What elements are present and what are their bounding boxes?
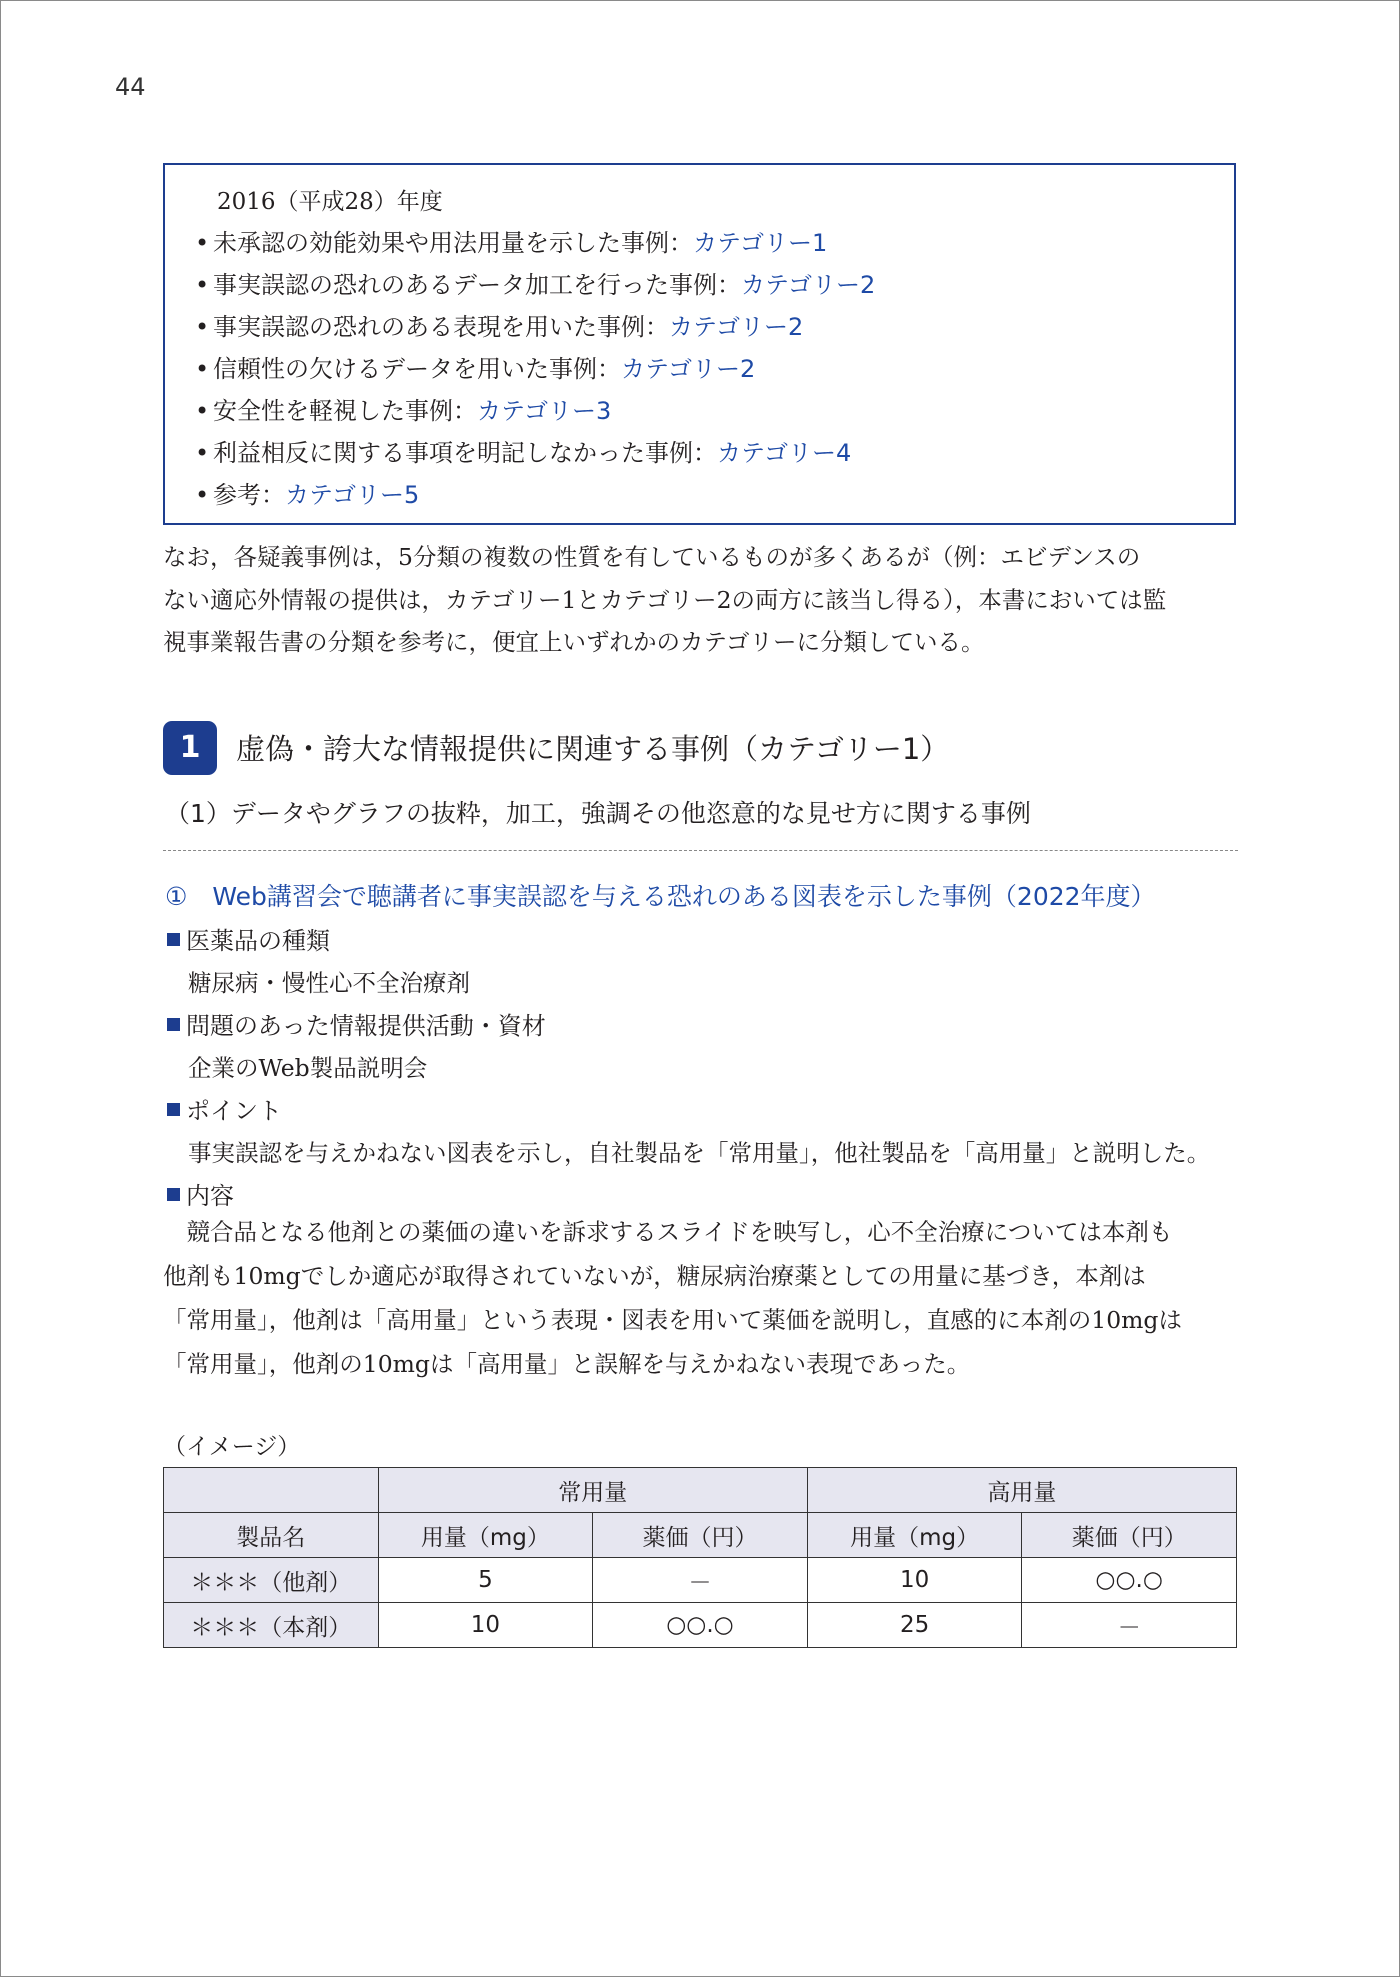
content-line: 他剤も10mgでしか適応が取得されていないが，糖尿病治療薬としての用量に基づき，本剤は: [163, 1262, 1146, 1290]
content-line: 「常用量」，他剤は「高用量」という表現・図表を用いて薬価を説明し，直感的に本剤の10mgは: [163, 1306, 1182, 1334]
point-heading: ポイント: [167, 1091, 282, 1126]
content-heading: 内容: [167, 1176, 234, 1211]
dashed-divider: [163, 850, 1238, 851]
square-bullet-icon: [167, 1103, 180, 1116]
square-bullet-icon: [167, 1188, 180, 1201]
note-line: ない適応外情報の提供は，カテゴリー1とカテゴリー2の両方に該当し得る），本書においては監: [163, 585, 1167, 614]
section-title: 虚偽・誇大な情報提供に関連する事例（カテゴリー1）: [236, 732, 950, 766]
column-header: 製品名: [164, 1513, 379, 1558]
category-summary-box: [163, 163, 1236, 525]
column-header: 薬価（円）: [1022, 1513, 1237, 1558]
activity-heading: 問題のあった情報提供活動・資材: [167, 1006, 546, 1041]
table-cell: －: [1022, 1603, 1237, 1648]
column-header: 用量（mg）: [378, 1513, 593, 1558]
activity-text: 企業のWeb製品説明会: [188, 1054, 428, 1082]
content-paragraph: [163, 1210, 1238, 1386]
box-item: • 安全性を軽視した事例：カテゴリー3: [195, 397, 612, 425]
column-header: 用量（mg）: [807, 1513, 1022, 1558]
box-item: • 事実誤認の恐れのあるデータ加工を行った事例：カテゴリー2: [195, 271, 876, 299]
note-line: なお，各疑義事例は，5分類の複数の性質を有しているものが多くあるが（例：エビデンスの: [163, 543, 1141, 571]
note-paragraph: [163, 536, 1238, 664]
case-title: ① Web講習会で聴講者に事実誤認を与える恐れのある図表を示した事例（2022年度）: [165, 882, 1156, 911]
group-header-usual-dose: 常用量: [378, 1468, 807, 1513]
table-cell: 10: [807, 1558, 1022, 1603]
table-cell: ○○.○: [1022, 1558, 1237, 1603]
table-corner-cell: [164, 1468, 379, 1513]
page-number: 44: [115, 73, 146, 101]
image-label: （イメージ）: [163, 1434, 301, 1460]
table-cell: ○○.○: [593, 1603, 808, 1648]
box-item: • 参考：カテゴリー5: [195, 481, 420, 509]
point-text: 事実誤認を与えかねない図表を示し，自社製品を「常用量」，他社製品を「高用量」と説明した。: [188, 1139, 1211, 1167]
box-item: • 信頼性の欠けるデータを用いた事例：カテゴリー2: [195, 355, 756, 383]
table-row: [164, 1558, 1237, 1603]
table-row: [164, 1603, 1237, 1648]
note-line: 視事業報告書の分類を参考に，便宜上いずれかのカテゴリーに分類している。: [163, 628, 985, 656]
table-cell: －: [593, 1558, 808, 1603]
table-header-row: [164, 1513, 1237, 1558]
table-group-header-row: [164, 1468, 1237, 1513]
subsection-title: （1）データやグラフの抜粋，加工，強調その他恣意的な見せ方に関する事例: [165, 799, 1031, 828]
drug-type-heading: 医薬品の種類: [167, 921, 330, 956]
content-line: 競合品となる他剤との薬価の違いを訴求するスライドを映写し，心不全治療については本剤も: [163, 1218, 1173, 1246]
content-line: 「常用量」，他剤の10mgは「高用量」と誤解を与えかねない表現であった。: [163, 1350, 971, 1378]
box-year: 2016（平成28）年度: [217, 189, 443, 215]
square-bullet-icon: [167, 933, 180, 946]
box-item: • 利益相反に関する事項を明記しなかった事例：カテゴリー4: [195, 439, 852, 467]
table-cell: 25: [807, 1603, 1022, 1648]
drug-type-text: 糖尿病・慢性心不全治療剤: [188, 969, 470, 997]
price-comparison-table: [163, 1467, 1237, 1648]
box-item: • 未承認の効能効果や用法用量を示した事例：カテゴリー1: [195, 229, 828, 257]
table-cell: ＊＊＊（本剤）: [164, 1603, 379, 1648]
column-header: 薬価（円）: [593, 1513, 808, 1558]
group-header-high-dose: 高用量: [807, 1468, 1236, 1513]
table-cell: 10: [378, 1603, 593, 1648]
section-number-badge: 1: [163, 721, 217, 775]
table-cell: ＊＊＊（他剤）: [164, 1558, 379, 1603]
table-cell: 5: [378, 1558, 593, 1603]
box-item: • 事実誤認の恐れのある表現を用いた事例：カテゴリー2: [195, 313, 804, 341]
square-bullet-icon: [167, 1018, 180, 1031]
